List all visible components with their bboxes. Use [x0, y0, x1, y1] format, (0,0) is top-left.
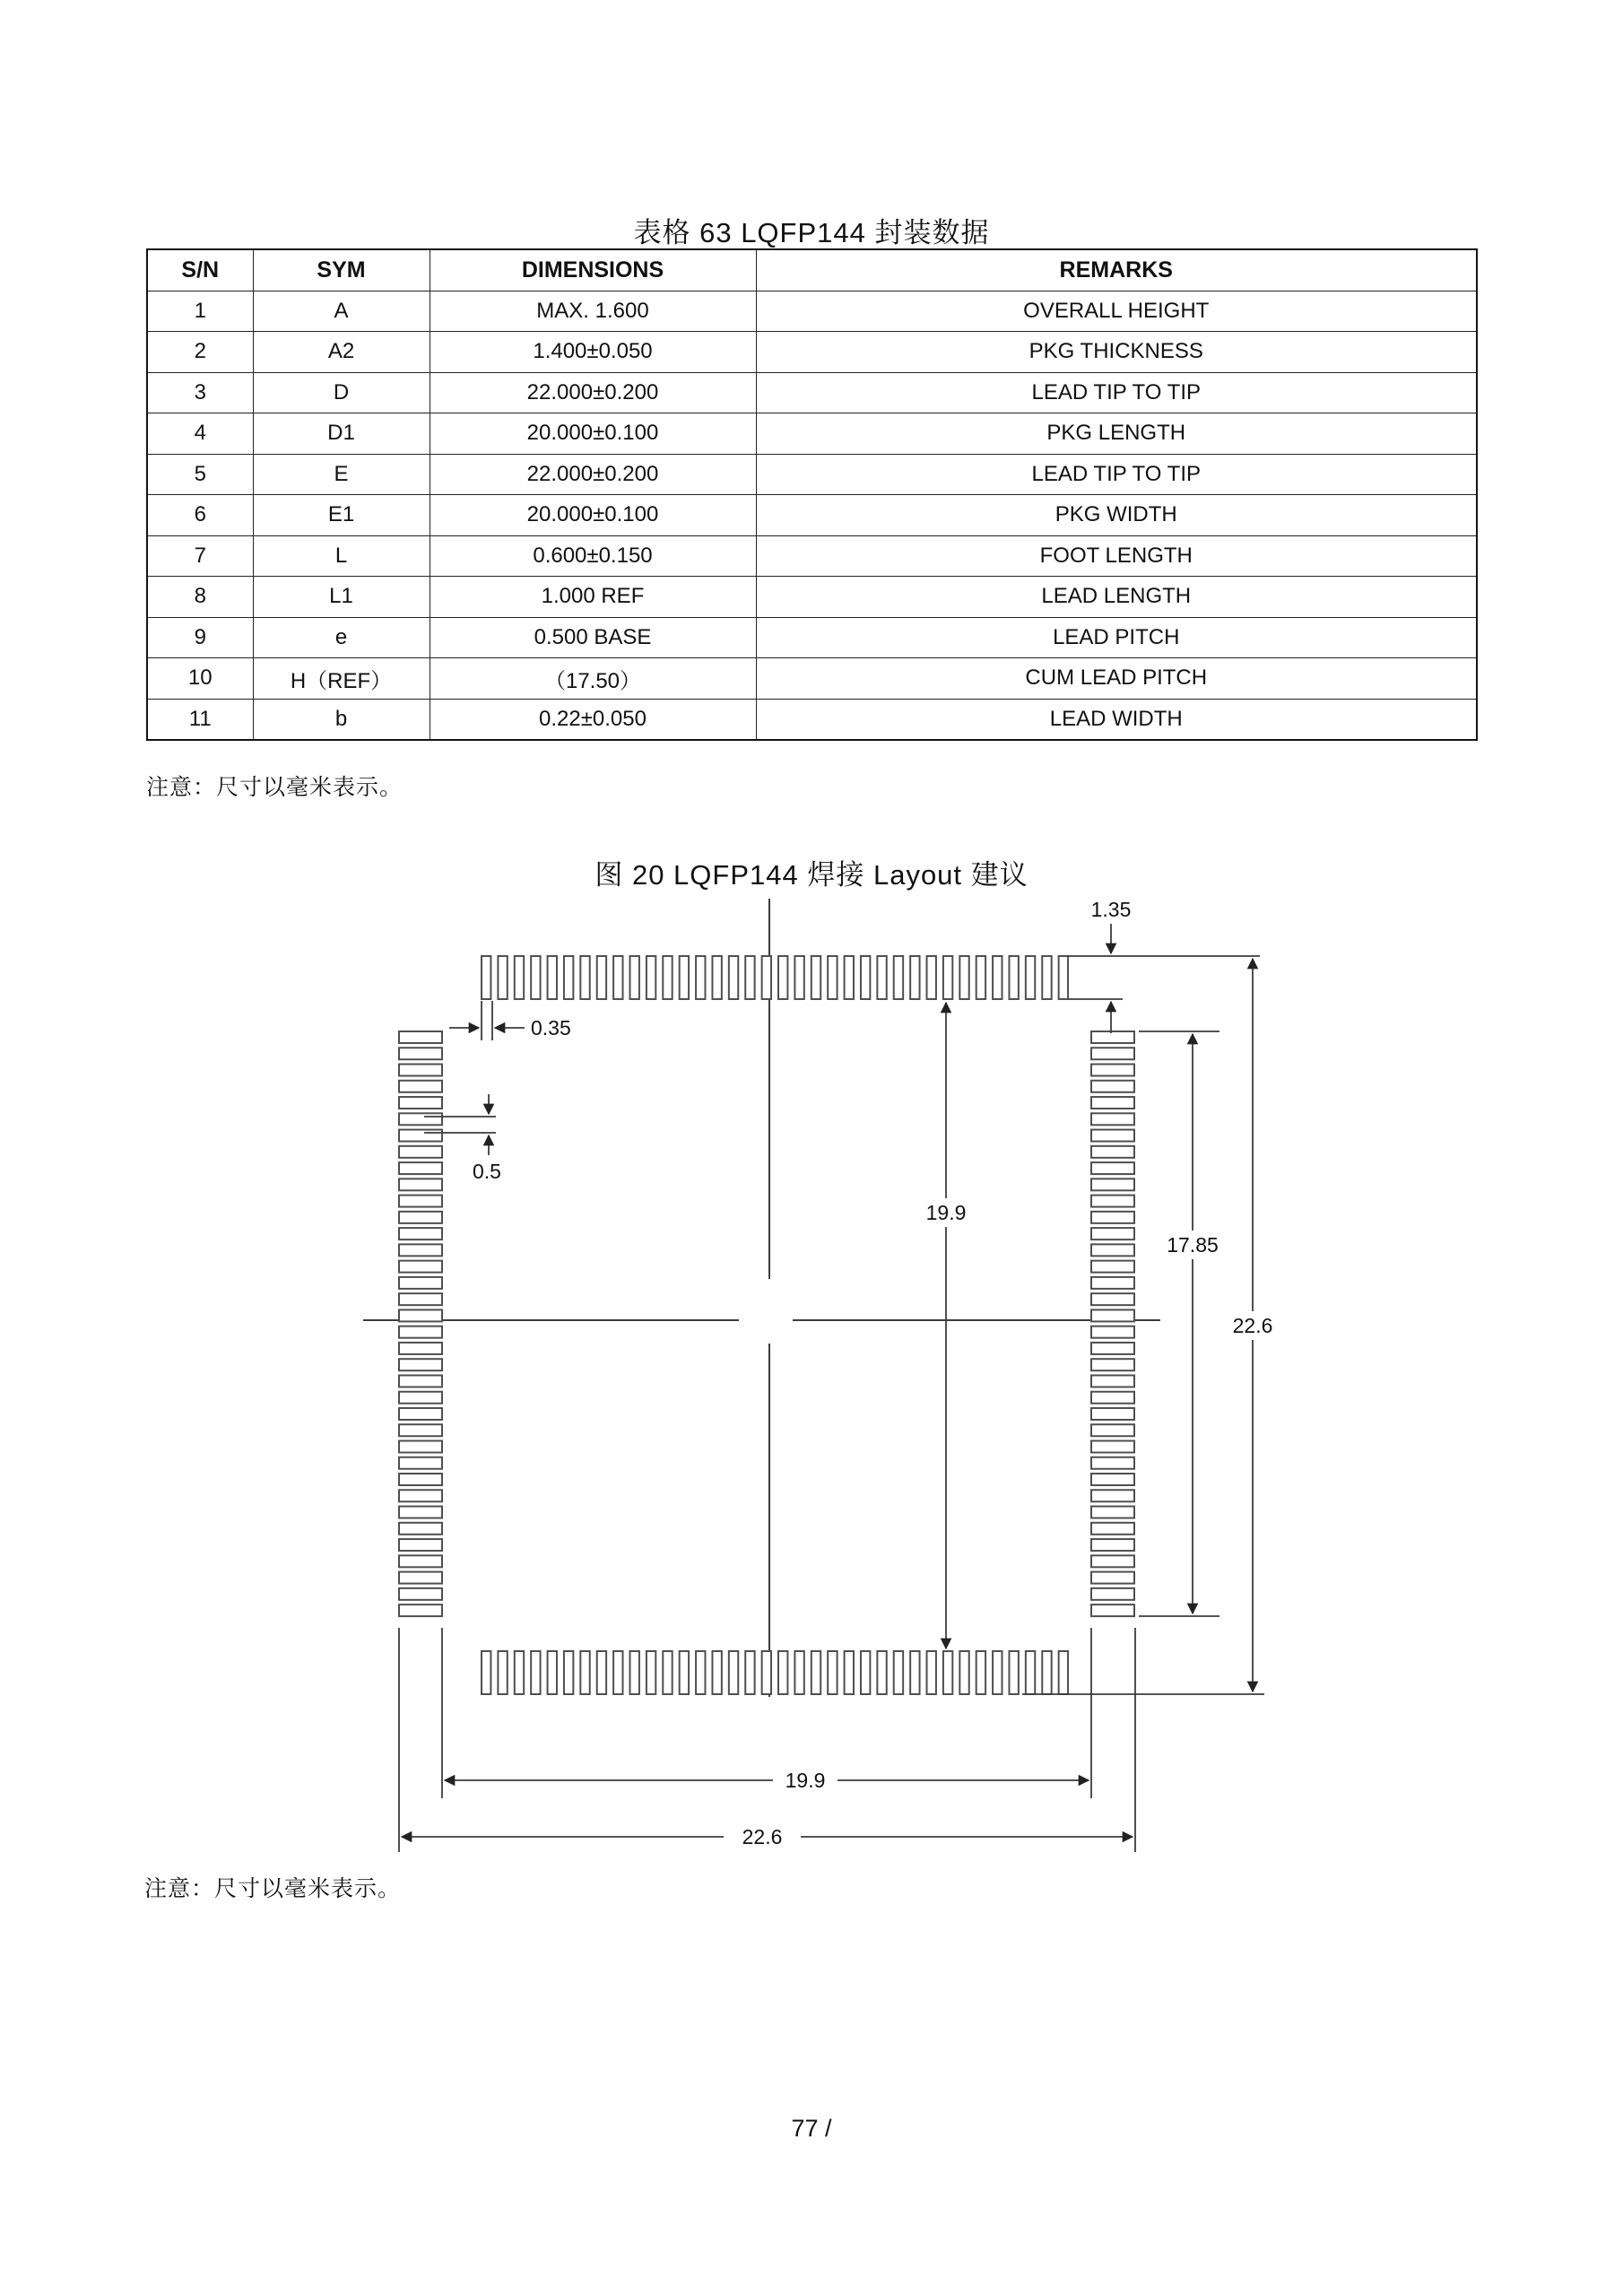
solder-pad	[399, 1490, 442, 1501]
solder-pad	[877, 956, 886, 999]
solder-pad	[993, 956, 1002, 999]
solder-pad	[613, 1651, 622, 1694]
figure-note: 注意：尺寸以毫米表示。	[144, 1876, 402, 1901]
solder-pad	[1091, 1523, 1134, 1535]
table-cell: LEAD TIP TO TIP	[756, 454, 1477, 495]
table-cell: PKG WIDTH	[756, 495, 1477, 536]
table-cell: LEAD PITCH	[756, 617, 1477, 658]
solder-pad	[399, 1441, 442, 1453]
solder-pad	[845, 956, 854, 999]
solder-pad	[548, 1651, 557, 1694]
solder-pad	[1091, 1555, 1134, 1567]
solder-pad	[531, 1651, 540, 1694]
solder-pad	[1009, 1651, 1018, 1694]
solder-pad	[663, 956, 672, 999]
solder-pad	[1091, 1588, 1134, 1600]
solder-pad	[959, 956, 968, 999]
solder-pad	[877, 1651, 886, 1694]
table-row	[147, 535, 1477, 577]
solder-pad	[729, 1651, 738, 1694]
solder-pad	[531, 956, 540, 999]
solder-pad	[1091, 1539, 1134, 1551]
solder-pad	[1026, 956, 1035, 999]
solder-pad	[1091, 1031, 1134, 1043]
solder-pad	[399, 1523, 442, 1535]
solder-pad	[1026, 1651, 1035, 1694]
solder-pad	[745, 956, 754, 999]
table-cell: LEAD LENGTH	[756, 577, 1477, 618]
solder-pad	[1009, 956, 1018, 999]
solder-pad	[1091, 1359, 1134, 1370]
table-row	[147, 413, 1477, 455]
solder-pad	[399, 1588, 442, 1600]
table-note: 注意：尺寸以毫米表示。	[146, 775, 404, 800]
solder-pad	[564, 1651, 573, 1694]
solder-pad	[1091, 1343, 1134, 1354]
solder-pad	[1091, 1375, 1134, 1387]
solder-pad	[1091, 1441, 1134, 1453]
solder-pad	[399, 1178, 442, 1190]
table-row	[147, 372, 1477, 413]
solder-pad	[680, 956, 689, 999]
solder-pad	[1091, 1146, 1134, 1158]
solder-pad	[976, 956, 985, 999]
solder-pad	[1091, 1196, 1134, 1207]
table-body	[147, 291, 1477, 740]
dim-label-0-35: 0.35	[531, 1016, 571, 1039]
table-cell: e	[253, 617, 430, 658]
solder-pad	[399, 1244, 442, 1256]
table-cell: 11	[147, 699, 253, 740]
solder-pad	[399, 1375, 442, 1387]
solder-pad	[399, 1507, 442, 1518]
table-cell: H（REF）	[253, 658, 430, 700]
solder-pad	[1091, 1212, 1134, 1223]
table-cell: b	[253, 699, 430, 740]
solder-pad	[943, 956, 952, 999]
solder-pad	[399, 1162, 442, 1174]
solder-pad	[762, 956, 771, 999]
table-cell: 22.000±0.200	[430, 454, 756, 495]
table-cell: 1	[147, 291, 253, 332]
solder-pad	[399, 1031, 442, 1043]
table-cell: 5	[147, 454, 253, 495]
table-cell: 0.600±0.150	[430, 535, 756, 577]
dim-label-1-35: 1.35	[1090, 898, 1132, 921]
table-cell: （17.50）	[430, 658, 756, 700]
solder-pad	[482, 956, 490, 999]
table-cell: CUM LEAD PITCH	[756, 658, 1477, 700]
solder-pad	[399, 1392, 442, 1404]
table-title: 表格 63 LQFP144 封装数据	[633, 217, 990, 248]
right-pad-column	[1091, 1031, 1134, 1616]
table-row	[147, 291, 1477, 332]
table-cell: D1	[253, 413, 430, 455]
solder-pad	[1091, 1490, 1134, 1501]
footprint-figure	[0, 897, 1623, 1901]
table-row	[147, 617, 1477, 658]
table-cell: 4	[147, 413, 253, 455]
solder-pad	[399, 1146, 442, 1158]
table-cell: 22.000±0.200	[430, 372, 756, 413]
solder-pad	[399, 1196, 442, 1207]
solder-pad	[1091, 1277, 1134, 1289]
solder-pad	[894, 1651, 903, 1694]
solder-pad	[399, 1081, 442, 1092]
solder-pad	[696, 956, 705, 999]
solder-pad	[1091, 1130, 1134, 1142]
solder-pad	[515, 956, 524, 999]
solder-pad	[1091, 1507, 1134, 1518]
solder-pad	[399, 1293, 442, 1305]
solder-pad	[399, 1457, 442, 1469]
table-cell: PKG THICKNESS	[756, 332, 1477, 373]
solder-pad	[778, 1651, 787, 1694]
dim-side-row-span	[1139, 1031, 1219, 1616]
col-header-remarks: REMARKS	[756, 249, 1477, 291]
table-cell: FOOT LENGTH	[756, 535, 1477, 577]
table-cell: OVERALL HEIGHT	[756, 291, 1477, 332]
solder-pad	[828, 956, 837, 999]
table-cell: 1.400±0.050	[430, 332, 756, 373]
solder-pad	[910, 1651, 919, 1694]
solder-pad	[1042, 1651, 1051, 1694]
solder-pad	[712, 1651, 721, 1694]
table-cell: 0.22±0.050	[430, 699, 756, 740]
solder-pad	[399, 1539, 442, 1551]
solder-pad	[515, 1651, 524, 1694]
dim-label-22-6-h: 22.6	[742, 1825, 783, 1848]
table-cell: 9	[147, 617, 253, 658]
solder-pad	[498, 956, 507, 999]
solder-pad	[1091, 1457, 1134, 1469]
solder-pad	[399, 1555, 442, 1567]
solder-pad	[399, 1228, 442, 1239]
table-cell: L1	[253, 577, 430, 618]
solder-pad	[399, 1309, 442, 1321]
center-axis-lines	[363, 899, 1160, 1697]
solder-pad	[399, 1343, 442, 1354]
figure-title: 图 20 LQFP144 焊接 Layout 建议	[595, 859, 1028, 891]
solder-pad	[613, 956, 622, 999]
solder-pad	[498, 1651, 507, 1694]
table-cell: 10	[147, 658, 253, 700]
solder-pad	[1091, 1572, 1134, 1584]
solder-pad	[1091, 1293, 1134, 1305]
solder-pad	[1091, 1474, 1134, 1485]
dim-pad-length	[1067, 898, 1260, 1033]
solder-pad	[1091, 1065, 1134, 1076]
table-row	[147, 454, 1477, 495]
solder-pad	[680, 1651, 689, 1694]
table-row	[147, 658, 1477, 700]
solder-pad	[1091, 1081, 1134, 1092]
left-pad-column	[399, 1031, 442, 1616]
solder-pad	[399, 1326, 442, 1338]
solder-pad	[1091, 1309, 1134, 1321]
solder-pad	[812, 1651, 820, 1694]
solder-pad	[910, 956, 919, 999]
solder-pad	[630, 956, 639, 999]
bottom-pad-row	[482, 1651, 1068, 1694]
solder-pad	[399, 1424, 442, 1436]
solder-pad	[1042, 956, 1051, 999]
solder-pad	[399, 1408, 442, 1420]
table-cell: 6	[147, 495, 253, 536]
table-cell: 7	[147, 535, 253, 577]
solder-pad	[399, 1097, 442, 1109]
dim-inner-vertical	[926, 1003, 967, 1648]
col-header-sn: S/N	[147, 249, 253, 291]
solder-pad	[399, 1605, 442, 1616]
solder-pad	[861, 956, 870, 999]
solder-pad	[1091, 1392, 1134, 1404]
solder-pad	[399, 1048, 442, 1059]
solder-pad	[993, 1651, 1002, 1694]
solder-pad	[894, 956, 903, 999]
solder-pad	[745, 1651, 754, 1694]
table-header-row	[147, 249, 1477, 291]
table-row	[147, 495, 1477, 536]
solder-pad	[778, 956, 787, 999]
solder-pad	[399, 1572, 442, 1584]
dim-outer-vertical	[1022, 959, 1272, 1694]
solder-pad	[597, 1651, 606, 1694]
solder-pad	[943, 1651, 952, 1694]
package-dimensions-table	[146, 248, 1478, 741]
solder-pad	[1091, 1178, 1134, 1190]
solder-pad	[1091, 1605, 1134, 1616]
col-header-sym: SYM	[253, 249, 430, 291]
solder-pad	[812, 956, 820, 999]
solder-pad	[399, 1359, 442, 1370]
dim-label-19-9-v: 19.9	[925, 1201, 967, 1224]
solder-pad	[399, 1474, 442, 1485]
solder-pad	[927, 956, 936, 999]
solder-pad	[794, 1651, 803, 1694]
table-cell: LEAD WIDTH	[756, 699, 1477, 740]
solder-pad	[399, 1212, 442, 1223]
solder-pad	[482, 1651, 490, 1694]
top-pad-row	[482, 956, 1068, 999]
dim-label-22-6-v: 22.6	[1232, 1314, 1273, 1337]
solder-pad	[580, 1651, 589, 1694]
dim-label-17-85: 17.85	[1167, 1233, 1219, 1257]
solder-pad	[548, 956, 557, 999]
table-cell: MAX. 1.600	[430, 291, 756, 332]
table-cell: 2	[147, 332, 253, 373]
solder-pad	[1091, 1261, 1134, 1273]
solder-pad	[399, 1113, 442, 1125]
solder-pad	[564, 956, 573, 999]
solder-pad	[1091, 1326, 1134, 1338]
solder-pad	[1091, 1048, 1134, 1059]
table-cell: 8	[147, 577, 253, 618]
table-row	[147, 577, 1477, 618]
solder-pad	[762, 1651, 771, 1694]
solder-pad	[647, 1651, 655, 1694]
solder-pad	[1091, 1244, 1134, 1256]
table-cell: PKG LENGTH	[756, 413, 1477, 455]
solder-pad	[1091, 1113, 1134, 1125]
solder-pad	[597, 956, 606, 999]
solder-pad	[927, 1651, 936, 1694]
solder-pad	[1091, 1424, 1134, 1436]
solder-pad	[976, 1651, 985, 1694]
table-row	[147, 699, 1477, 740]
solder-pad	[1091, 1228, 1134, 1239]
page-number: 77 /	[791, 2115, 832, 2142]
solder-pad	[399, 1065, 442, 1076]
table-cell: 20.000±0.100	[430, 495, 756, 536]
solder-pad	[794, 956, 803, 999]
col-header-dimensions: DIMENSIONS	[430, 249, 756, 291]
solder-pad	[1059, 1651, 1068, 1694]
solder-pad	[1091, 1408, 1134, 1420]
dim-label-19-9-h: 19.9	[785, 1769, 826, 1792]
solder-pad	[399, 1130, 442, 1142]
table-cell: E1	[253, 495, 430, 536]
dim-pad-width	[449, 1001, 571, 1040]
table-cell: E	[253, 454, 430, 495]
solder-pad	[580, 956, 589, 999]
table-cell: 20.000±0.100	[430, 413, 756, 455]
solder-pad	[663, 1651, 672, 1694]
table-cell: 0.500 BASE	[430, 617, 756, 658]
solder-pad	[861, 1651, 870, 1694]
solder-pad	[630, 1651, 639, 1694]
solder-pad	[712, 956, 721, 999]
solder-pad	[1091, 1097, 1134, 1109]
table-cell: D	[253, 372, 430, 413]
table-cell: L	[253, 535, 430, 577]
solder-pad	[1091, 1162, 1134, 1174]
table-cell: A2	[253, 332, 430, 373]
solder-pad	[828, 1651, 837, 1694]
solder-pad	[647, 956, 655, 999]
table-cell: 3	[147, 372, 253, 413]
table-cell: A	[253, 291, 430, 332]
table-row	[147, 332, 1477, 373]
solder-pad	[1059, 956, 1068, 999]
solder-pad	[696, 1651, 705, 1694]
solder-pad	[399, 1277, 442, 1289]
solder-pad	[729, 956, 738, 999]
dim-label-0-5: 0.5	[473, 1160, 501, 1183]
table-cell: LEAD TIP TO TIP	[756, 372, 1477, 413]
solder-pad	[399, 1261, 442, 1273]
solder-pad	[959, 1651, 968, 1694]
table-cell: 1.000 REF	[430, 577, 756, 618]
solder-pad	[845, 1651, 854, 1694]
